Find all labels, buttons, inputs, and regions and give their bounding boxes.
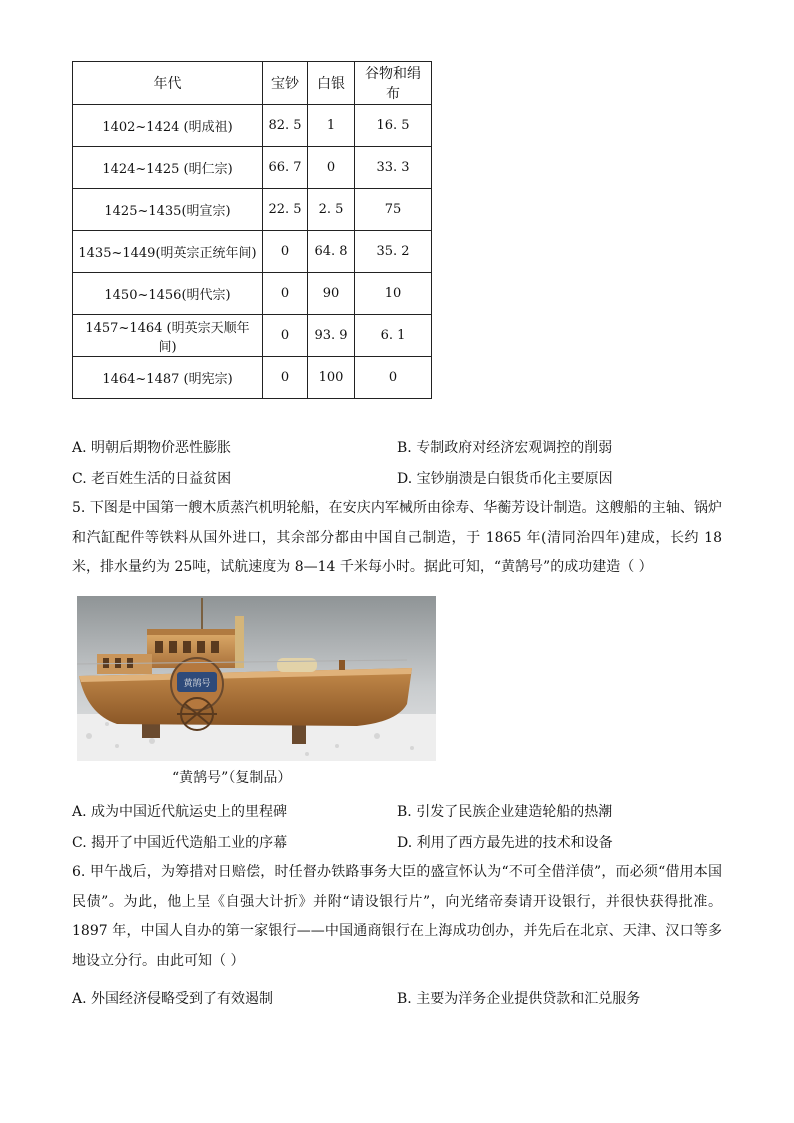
q4-option-b: B. 专制政府对经济宏观调控的削弱 <box>397 440 613 456</box>
table-row <box>73 105 432 147</box>
q5-option-a: A. 成为中国近代航运史上的里程碑 <box>72 804 288 820</box>
table-header-row <box>73 62 432 105</box>
q4-option-c: C. 老百姓生活的日益贫困 <box>72 471 232 487</box>
table-cell: 0 <box>263 231 308 273</box>
table-row <box>73 273 432 315</box>
table-cell: 1 <box>308 105 355 147</box>
table-cell: 1424~1425 (明仁宗) <box>73 147 263 189</box>
table-header: 年代 <box>73 62 263 105</box>
table-cell: 0 <box>263 273 308 315</box>
table-header: 宝钞 <box>263 62 308 105</box>
table-cell: 64. 8 <box>308 231 355 273</box>
table-cell: 90 <box>308 273 355 315</box>
table-cell: 66. 7 <box>263 147 308 189</box>
table-cell: 2. 5 <box>308 189 355 231</box>
table-cell: 16. 5 <box>355 105 432 147</box>
table-header: 谷物和绢布 <box>355 62 432 105</box>
table-cell: 1450~1456(明代宗) <box>73 273 263 315</box>
table-cell: 75 <box>355 189 432 231</box>
table-row <box>73 147 432 189</box>
table-cell: 1457~1464 (明英宗天顺年间) <box>73 315 263 357</box>
q5-option-b: B. 引发了民族企业建造轮船的热潮 <box>397 804 613 820</box>
table-cell: 1435~1449(明英宗正统年间) <box>73 231 263 273</box>
table-cell: 82. 5 <box>263 105 308 147</box>
table-cell: 1402~1424 (明成祖) <box>73 105 263 147</box>
table-cell: 0 <box>308 147 355 189</box>
table-cell: 6. 1 <box>355 315 432 357</box>
table-cell: 100 <box>308 357 355 399</box>
table-cell: 1425~1435(明宣宗) <box>73 189 263 231</box>
table-row <box>73 357 432 399</box>
photo-caption: “黄鹄号”（复制品） <box>172 770 292 786</box>
table-row <box>73 315 432 357</box>
table-cell: 22. 5 <box>263 189 308 231</box>
table-row <box>73 231 432 273</box>
q6-option-b: B. 主要为洋务企业提供贷款和汇兑服务 <box>397 991 641 1007</box>
q6-option-a: A. 外国经济侵略受到了有效遏制 <box>72 991 274 1007</box>
table-cell: 1464~1487 (明宪宗) <box>73 357 263 399</box>
table-cell: 10 <box>355 273 432 315</box>
q5-option-c: C. 揭开了中国近代造船工业的序幕 <box>72 835 288 851</box>
q6-stem: 6. 甲午战后，为筹措对日赔偿，时任督办铁路事务大臣的盛宣怀认为“不可全借洋债”，而必须“借用本国民债”。为此，他上呈《自强大计折》并附“请设银行片”，向光绪帝奏请开设银行，并很快获得批准。1897 年，中国人自办的第一家银行——中国通商银行在上海成功创办，并先后在北京、天津、汉口等多地设立分行。由此可知（ ） <box>72 864 722 969</box>
table-cell: 93. 9 <box>308 315 355 357</box>
q5-stem: 5. 下图是中国第一艘木质蒸汽机明轮船，在安庆内军械所由徐寿、华蘅芳设计制造。这艘船的主轴、锅炉和汽缸配件等铁料从国外进口，其余部分都由中国自己制造，于 1865 年(清同治四年)建成，长约 18 米，排水量约为 25吨，试航速度为 8—14 千米每小时。据此可知，“黄鹄号”的成功建造（ ） <box>72 500 722 575</box>
currency-table <box>72 61 432 399</box>
table-cell: 0 <box>263 315 308 357</box>
table-row <box>73 189 432 231</box>
table-header: 白银 <box>308 62 355 105</box>
table-cell: 0 <box>263 357 308 399</box>
boat-photo <box>77 596 436 761</box>
table-cell: 0 <box>355 357 432 399</box>
q4-option-a: A. 明朝后期物价恶性膨胀 <box>72 440 232 456</box>
q5-option-d: D. 利用了西方最先进的技术和设备 <box>397 835 613 851</box>
boat-name-plate: 黄鹄号 <box>183 679 211 689</box>
table-cell: 33. 3 <box>355 147 432 189</box>
table-cell: 35. 2 <box>355 231 432 273</box>
q4-option-d: D. 宝钞崩溃是白银货币化主要原因 <box>397 471 613 487</box>
